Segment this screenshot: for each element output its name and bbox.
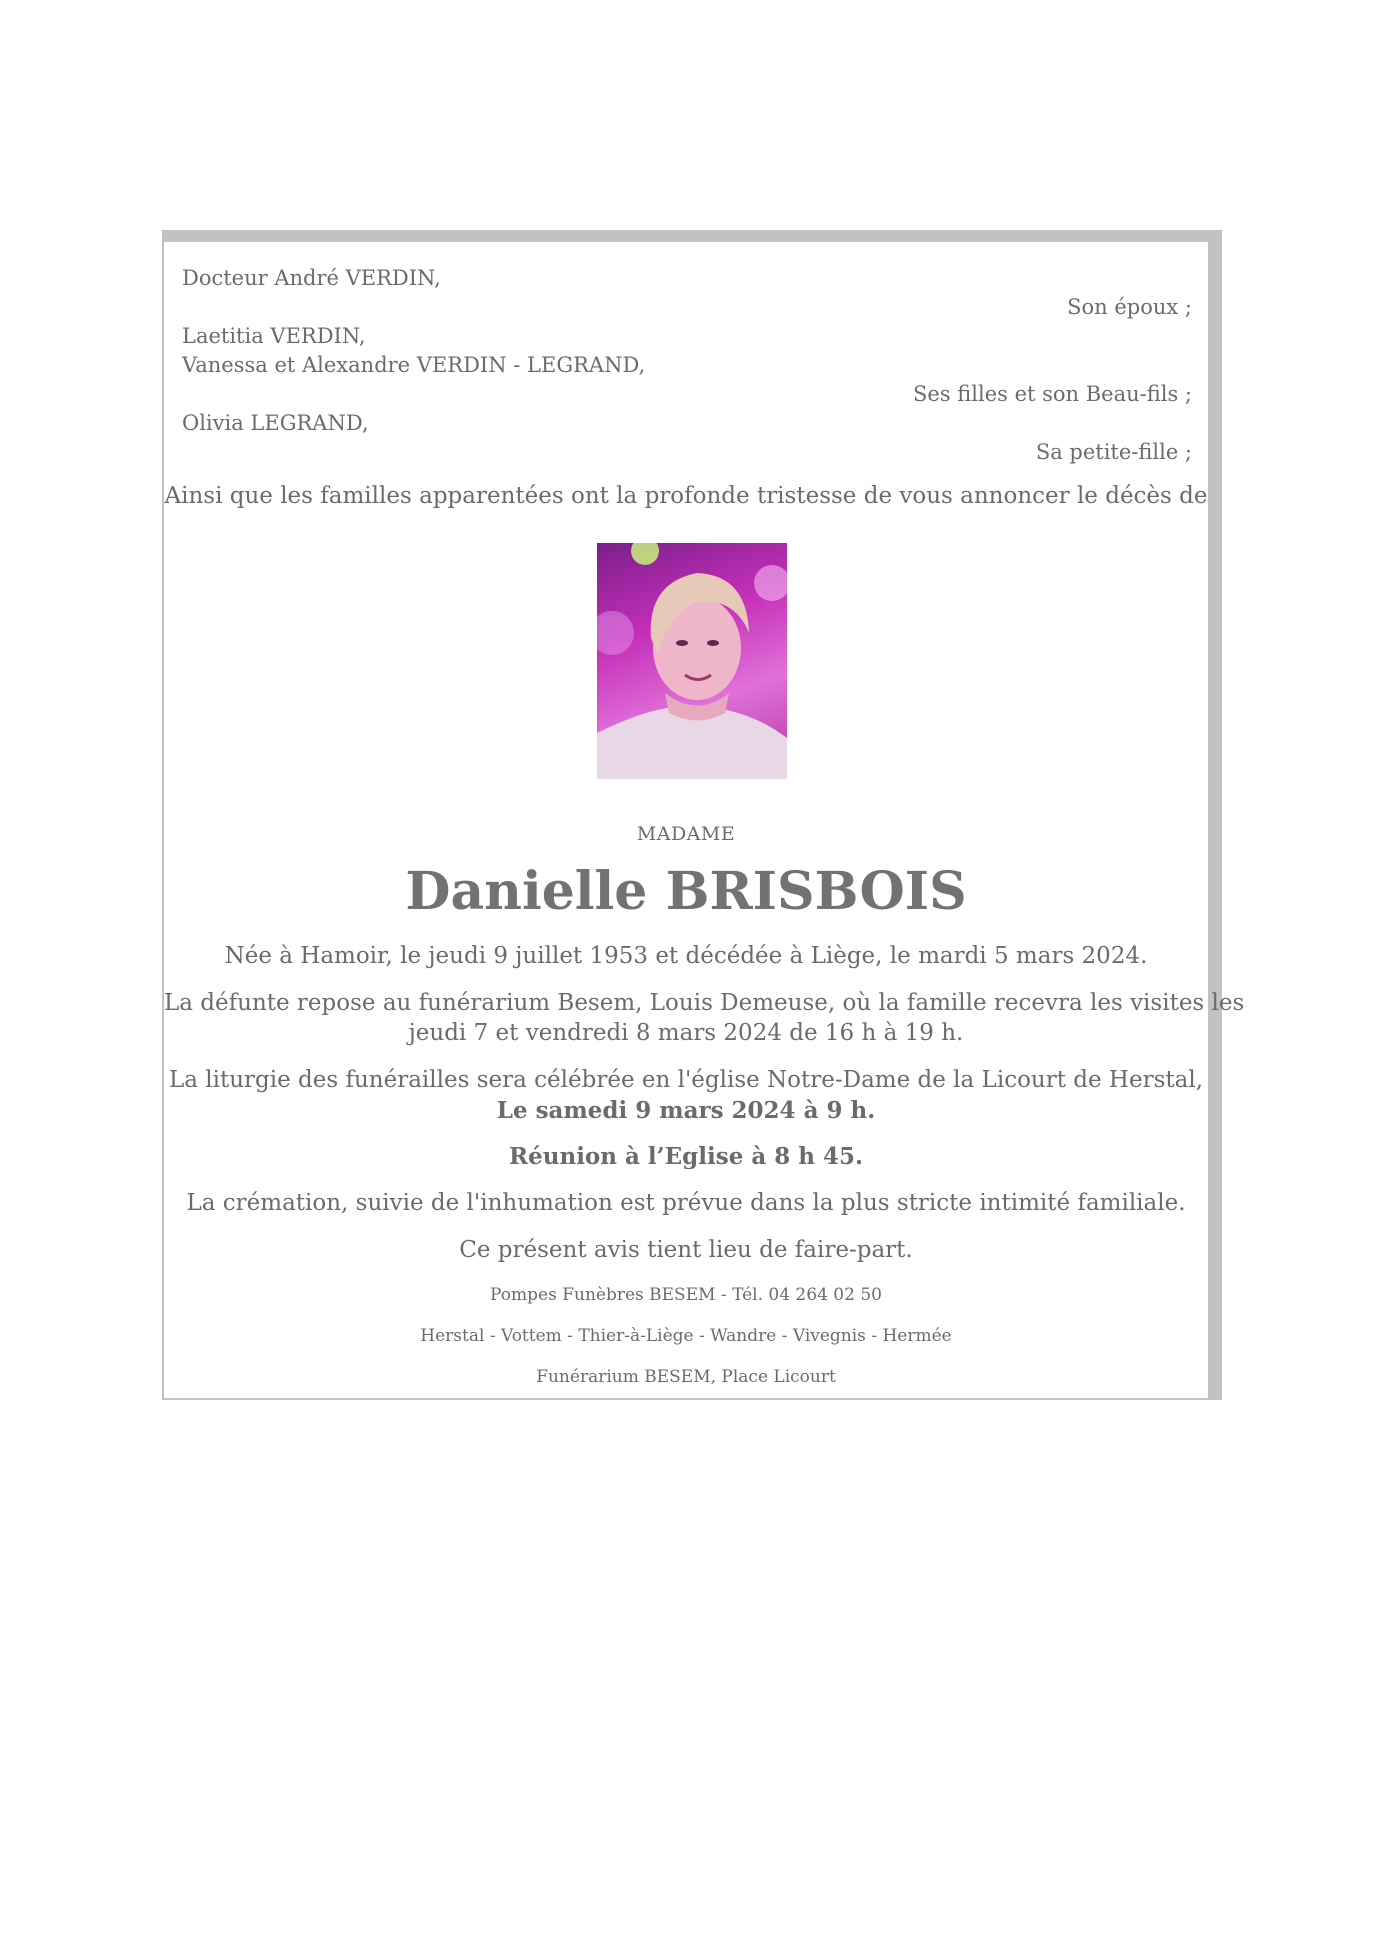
visitation-line-2: jeudi 7 et vendredi 8 mars 2024 de 16 h à 19 h. [408, 1020, 964, 1046]
faire-part-notice: Ce présent avis tient lieu de faire-part. [459, 1237, 913, 1263]
funerarium-address: Funérarium BESEM, Place Licourt [536, 1367, 836, 1387]
obituary-card [162, 230, 1245, 1400]
liturgy-line-2: Le samedi 9 mars 2024 à 9 h. [496, 1097, 876, 1124]
portrait-photo [597, 543, 787, 779]
granddaughter-name: Olivia LEGRAND, [182, 411, 369, 435]
church-meeting: Réunion à l’Eglise à 8 h 45. [509, 1143, 863, 1170]
liturgy-line-1: La liturgie des funérailles sera célébrée en l'église Notre-Dame de la Licourt de Herstal, [168, 1067, 1204, 1093]
cremation-notice: La crémation, suivie de l'inhumation est prévue dans la plus stricte intimité familiale. [186, 1190, 1186, 1216]
birth-death-dates: Née à Hamoir, le jeudi 9 juillet 1953 et décédée à Liège, le mardi 5 mars 2024. [224, 943, 1148, 969]
daughter-name-2: Vanessa et Alexandre VERDIN - LEGRAND, [182, 353, 646, 377]
spouse-role: Son époux ; [1067, 295, 1192, 319]
daughters-role: Ses filles et son Beau-fils ; [913, 382, 1192, 406]
funeral-home-contact: Pompes Funèbres BESEM - Tél. 04 264 02 50 [490, 1285, 882, 1305]
granddaughter-role: Sa petite-fille ; [1035, 440, 1192, 464]
spouse-name: Docteur André VERDIN, [182, 266, 441, 290]
visitation-line-1: La défunte repose au funérarium Besem, Louis Demeuse, où la famille recevra les visites les [164, 990, 1245, 1016]
funeral-home-locations: Herstal - Vottem - Thier-à-Liège - Wandre - Vivegnis - Hermée [420, 1326, 952, 1346]
deceased-name: Danielle BRISBOIS [405, 861, 967, 922]
daughter-name-1: Laetitia VERDIN, [182, 324, 366, 348]
honorific: MADAME [636, 823, 736, 845]
intro-sentence: Ainsi que les familles apparentées ont la profonde tristesse de vous annoncer le décès de [164, 483, 1208, 509]
